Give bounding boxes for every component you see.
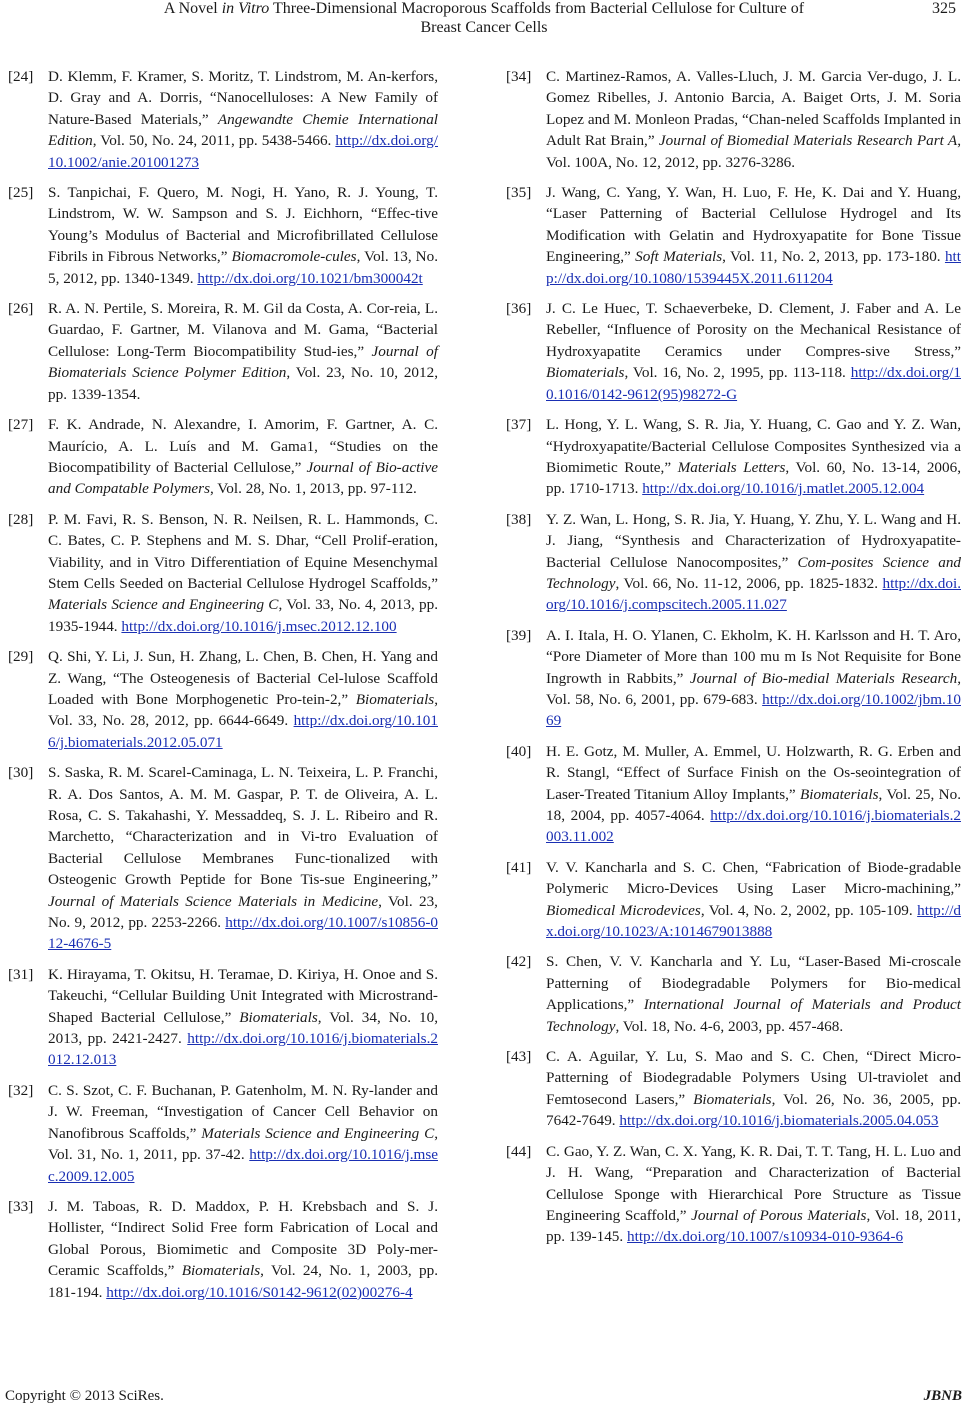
reference-journal: Angewandte Chemie International Edition (48, 110, 439, 150)
copyright-notice: Copyright © 2013 SciRes. (5, 1388, 164, 1404)
reference-doi-link[interactable]: http://dx.doi.org/10.1023/A:1014679013888 (546, 901, 962, 941)
reference-details: , Vol. 58, No. 6, 2001, pp. 679-683. (546, 669, 962, 708)
reference-details: , Vol. 24, No. 1, 2003, pp. 181-194. (48, 1262, 439, 1301)
reference-journal: Biomaterials (181, 1262, 261, 1280)
reference-authors-title: L. Hong, Y. L. Wang, S. R. Jia, Y. Huang, C. Gao and Y. Z. Wan, “Hydroxyapatite/Bacterial Cellulose Composites Synthesized via a Biomimetic Route,” (546, 416, 961, 476)
reference-entry (8, 66, 438, 173)
reference-number: [36] (506, 300, 532, 318)
reference-number: [44] (506, 1142, 532, 1160)
reference-authors-title: J. Wang, C. Yang, Y. Wan, H. Luo, F. He, K. Dai and Y. Huang, “Laser Patterning of Bacterial Cellulose Hydrogel and Its Modification with Gelatin and Hydroxyapatite for Bone Tissue Engineering,” (546, 184, 961, 266)
reference-details: , Vol. 23, No. 9, 2012, pp. 2253-2266. (48, 892, 438, 932)
reference-doi-link[interactable]: http://dx.doi.org/10.1016/j.msec.2012.12.100 (121, 617, 397, 635)
reference-journal: Materials Science and Engineering C (48, 596, 279, 614)
reference-doi-link[interactable]: http://dx.doi.org/10.1016/j.biomaterials.2012.12.013 (48, 1030, 438, 1069)
reference-number: [34] (506, 68, 532, 85)
reference-journal: International Journal of Materials and Product Technology (546, 996, 962, 1035)
reference-entry (8, 414, 438, 500)
reference-details: , Vol. 18, No. 4-6, 2003, pp. 457-468. (615, 1017, 844, 1035)
reference-entry (506, 66, 961, 173)
reference-entry (8, 964, 438, 1071)
reference-authors-title: D. Klemm, F. Kramer, S. Moritz, T. Lindstrom, M. An-kerfors, D. Gray and A. Dorris, “Nanocelluloses: A New Family of Nature-Based Materials,” (48, 68, 438, 128)
reference-number: [39] (506, 626, 532, 644)
reference-doi-link[interactable]: http://dx.doi.org/10.1016/j.msec.2009.12.005 (48, 1146, 438, 1185)
reference-authors-title: S. Saska, R. M. Scarel-Caminaga, L. N. Teixeira, L. P. Franchi, R. A. Dos Santos, A. M. M. Gaspar, P. T. de Oliveira, A. L. Rosa, C. S. Takahashi, Y. Messaddeq, S. J. L. Ribeiro and R. Marchetto, “Characterization and in Vi-tro Evaluation of Bacterial Cellulose Membranes Func-tionalized with Osteogenic Growth Peptide for Bone Tis-sue Engineering,” (48, 764, 438, 889)
reference-doi-link[interactable]: http://dx.doi.org/10.1016/0142-9612(95)98272-G (546, 364, 961, 403)
reference-authors-title: A. I. Itala, H. O. Ylanen, C. Ekholm, K. H. Karlsson and H. T. Aro, “Pore Diameter of More than 100 mu m Is Not Requisite for Bone Ingrowth in Rabbits,” (546, 626, 961, 687)
reference-journal: Biomacromole-cules (231, 248, 357, 266)
reference-entry (506, 414, 961, 500)
reference-doi-link[interactable]: http://dx.doi.org/10.1016/j.biomaterials.2012.05.071 (48, 712, 438, 751)
title-part1: A Novel (163, 0, 222, 17)
reference-authors-title: C. Gao, Y. Z. Wan, C. X. Yang, K. R. Dai, T. T. Tang, H. L. Luo and J. H. Wang, “Preparation and Characterization of Bacterial Cellulose Sponge with Hierarchical Pore Structure as Tissue Engineering Scaffold,” (546, 1142, 961, 1224)
reference-authors-title: C. Martinez-Ramos, A. Valles-Lluch, J. M. Garcia Ver-dugo, J. L. Gomez Ribelles, J. Antonio Barcia, A. Baiget Orts, J. M. Soria Lopez and M. Monleon Pradas, “Chan-neled Scaffolds Implanted in Adult Rat Brain,” (546, 68, 961, 150)
reference-details: , Vol. 33, No. 4, 2013, pp. 1935-1944. (48, 596, 438, 635)
reference-doi-link[interactable]: http://dx.doi.org/10.1002/anie.201001273 (48, 132, 438, 171)
reference-entry (506, 625, 961, 732)
reference-details: , Vol. 50, No. 24, 2011, pp. 5438-5466. (92, 132, 336, 150)
journal-abbreviation: JBNB (923, 1388, 962, 1404)
reference-details: , Vol. 60, No. 13-14, 2006, pp. 1710-1713. (546, 458, 961, 498)
reference-entry (8, 298, 438, 405)
reference-authors-title: R. A. N. Pertile, S. Moreira, R. M. Gil da Costa, A. Cor-reia, L. Guardao, F. Gartner, M. Vilanova and M. Gama, “Bacterial Cellulose: Long-Term Biocompatibility Stud-ies,” (48, 300, 438, 360)
reference-doi-link[interactable]: http://dx.doi.org/10.1016/j.matlet.2005.12.004 (642, 480, 925, 498)
reference-authors-title: K. Hirayama, T. Okitsu, H. Teramae, D. Kiriya, H. Onoe and S. Takeuchi, “Cellular Building Unit Integrated with Microstrand-Shaped Bacterial Cellulose,” (48, 965, 438, 1026)
reference-number: [43] (506, 1048, 532, 1066)
reference-doi-link[interactable]: http://dx.doi.org/10.1016/j.biomaterials.2003.11.002 (546, 807, 961, 846)
reference-journal: Journal of Materials Science Materials in Medicine (48, 892, 379, 910)
reference-number: [25] (8, 184, 34, 202)
reference-journal: Journal of Biomaterials Science Polymer Edition (48, 342, 438, 382)
reference-entry (506, 1141, 961, 1248)
references-right-column (506, 66, 961, 1257)
reference-entry (8, 182, 438, 289)
reference-journal: Biomedical Microdevices (546, 901, 701, 919)
reference-authors-title: S. Chen, V. V. Kancharla and Y. Lu, “Laser-Based Mi-croscale Patterning of Biodegradable Polymers for Bio-medical Applications,” (546, 953, 961, 1014)
reference-journal: Journal of Bio-active and Compatable Polymers (48, 458, 438, 498)
running-title (60, 0, 908, 37)
reference-authors-title: P. M. Favi, R. S. Benson, N. R. Neilsen, R. L. Hammonds, C. C. Bates, C. P. Stephens and M. S. Dhar, “Cell Prolif-eration, Viability, and in Vitro Differentiation of Equine Mesenchymal Stem Cells Seeded on Bacterial Cellulose Hydrogel Scaffolds,” (48, 510, 438, 592)
reference-details: , Vol. 25, No. 18, 2004, pp. 4057-4064. (546, 785, 961, 824)
running-header (0, 0, 968, 44)
reference-details: , Vol. 11, No. 2, 2013, pp. 173-180. (722, 248, 945, 266)
reference-journal: Materials Letters (677, 458, 786, 476)
reference-doi-link[interactable]: http://dx.doi.org/10.1080/1539445X.2011.611204 (546, 248, 961, 287)
reference-authors-title: Y. Z. Wan, L. Hong, S. R. Jia, Y. Huang, Y. Zhu, Y. L. Wang and H. J. Jiang, “Synthesis and Characterization of Hydroxyapatite-Bacterial Cellulose Nanocomposites,” (546, 510, 961, 571)
reference-doi-link[interactable]: http://dx.doi.org/10.1016/j.biomaterials.2005.04.053 (619, 1112, 939, 1130)
reference-journal: Journal of Porous Materials (691, 1206, 867, 1224)
reference-authors-title: C. A. Aguilar, Y. Lu, S. Mao and S. C. Chen, “Direct Micro-Patterning of Biodegradable Polymers Using Ul-traviolet and Femtosecond Lasers,” (546, 1048, 961, 1108)
title-part2: Three-Dimensional Macroporous Scaffolds from Bacterial Cellulose for Culture of (269, 0, 805, 17)
reference-authors-title: J. C. Le Huec, T. Schaeverbeke, D. Clement, J. Faber and A. Le Rebeller, “Influence of Porosity on the Mechanical Resistance of Hydroxyapatite Ceramics under Compres-sive Stress,” (546, 300, 961, 360)
reference-authors-title: H. E. Gotz, M. Muller, A. Emmel, U. Holzwarth, R. G. Erben and R. Stangl, “Effect of Surface Finish on the Os-seointegration of Laser-Treated Titanium Alloy Implants,” (546, 742, 961, 803)
reference-journal: Biomaterials (800, 785, 879, 803)
reference-details: , Vol. 4, No. 2, 2002, pp. 105-109. (700, 901, 918, 919)
reference-details: , Vol. 34, No. 10, 2013, pp. 2421-2427. (48, 1008, 438, 1048)
reference-details: , Vol. 18, 2011, pp. 139-145. (546, 1206, 961, 1246)
reference-number: [41] (506, 858, 532, 876)
reference-details: , Vol. 26, No. 36, 2005, pp. 7642-7649. (546, 1090, 962, 1130)
reference-doi-link[interactable]: http://dx.doi.org/10.1021/bm300042t (197, 269, 423, 287)
reference-number: [30] (8, 764, 34, 782)
reference-journal: Com-posites Science and Technology (546, 553, 962, 592)
reference-entry (8, 1080, 438, 1187)
reference-authors-title: S. Tanpichai, F. Quero, M. Nogi, H. Yano, R. J. Young, T. Lindstrom, W. W. Sampson and S. J. Eichhorn, “Effec-tive Young’s Modulus of Bacterial and Microfibrillated Cellulose Fibrils in Fibrous Networks,” (48, 184, 438, 266)
reference-entry (506, 741, 961, 848)
reference-number: [35] (506, 184, 532, 202)
reference-number: [33] (8, 1197, 34, 1215)
reference-journal: Biomaterials (355, 690, 435, 708)
page-number: 325 (932, 0, 956, 17)
reference-journal: Biomaterials (546, 364, 625, 382)
reference-journal: Journal of Bio-medial Materials Research (689, 669, 958, 687)
reference-doi-link[interactable]: http://dx.doi.org/10.1007/s10934-010-9364-6 (627, 1228, 904, 1246)
reference-entry (506, 509, 961, 616)
reference-number: [40] (506, 742, 532, 760)
reference-number: [27] (8, 416, 34, 434)
reference-journal: Biomaterials (239, 1008, 318, 1026)
reference-journal: Biomaterials (693, 1090, 772, 1108)
reference-entry (506, 182, 961, 289)
reference-number: [37] (506, 416, 532, 434)
reference-number: [42] (506, 953, 532, 971)
reference-details: , Vol. 31, No. 1, 2011, pp. 37-42. (48, 1124, 439, 1164)
reference-details: , Vol. 13, No. 5, 2012, pp. 1340-1349. (48, 248, 438, 287)
reference-details: , Vol. 23, No. 10, 2012, pp. 1339-1354. (48, 364, 438, 403)
reference-entry (506, 1046, 961, 1132)
reference-authors-title: V. V. Kancharla and S. C. Chen, “Fabrication of Biode-gradable Polymeric Micro-Devices Using Laser Micro-machining,” (546, 858, 961, 898)
reference-doi-link[interactable]: http://dx.doi.org/10.1002/jbm.1069 (546, 690, 961, 730)
reference-number: [24] (8, 68, 34, 85)
reference-number: [29] (8, 648, 34, 666)
reference-authors-title: Q. Shi, Y. Li, J. Sun, H. Zhang, L. Chen, B. Chen, H. Yang and Z. Wang, “The Osteogenesis of Bacterial Cel-lulose Scaffold Loaded with Bone Morphogenetic Pro-tein-2,” (48, 648, 438, 708)
reference-details: , Vol. 66, No. 11-12, 2006, pp. 1825-1832. (615, 574, 883, 592)
reference-journal: Materials Science and Engineering C (201, 1124, 435, 1142)
reference-journal: Soft Materials (635, 248, 723, 266)
reference-details: , Vol. 16, No. 2, 1995, pp. 113-118. (624, 364, 851, 382)
reference-entry (8, 509, 438, 637)
reference-authors-title: C. S. Szot, C. F. Buchanan, P. Gatenholm, M. N. Ry-lander and J. W. Freeman, “Investigation of Cancer Cell Behavior on Nanofibrous Scaffolds,” (48, 1081, 438, 1142)
reference-journal: Journal of Biomedial Materials Research Part A (658, 132, 958, 150)
reference-details: , Vol. 100A, No. 12, 2012, pp. 3276-3286. (546, 132, 962, 171)
reference-number: [38] (506, 510, 532, 528)
reference-entry (506, 298, 961, 405)
references-left-column (8, 66, 438, 1312)
title-italic: in Vitro (221, 0, 270, 17)
page-footer (0, 1382, 968, 1414)
reference-doi-link[interactable]: http://dx.doi.org/10.1016/j.compscitech.2005.11.027 (546, 574, 961, 614)
reference-authors-title: J. M. Taboas, R. D. Maddox, P. H. Krebsbach and S. J. Hollister, “Indirect Solid Free form Fabrication of Local and Global Porous, Biomimetic and Composite 3D Poly-mer-Ceramic Scaffolds,” (48, 1197, 438, 1280)
reference-details: , Vol. 33, No. 28, 2012, pp. 6644-6649. (48, 690, 438, 730)
reference-entry (8, 762, 438, 955)
reference-number: [28] (8, 510, 34, 528)
reference-number: [26] (8, 300, 34, 318)
reference-entry (506, 951, 961, 1037)
reference-doi-link[interactable]: http://dx.doi.org/10.1016/S0142-9612(02)00276-4 (106, 1283, 413, 1301)
reference-details: , Vol. 28, No. 1, 2013, pp. 97-112. (209, 480, 417, 498)
title-line2: Breast Cancer Cells (420, 19, 548, 36)
reference-entry (8, 1196, 438, 1303)
reference-authors-title: F. K. Andrade, N. Alexandre, I. Amorim, F. Gartner, A. C. Maurício, A. L. Luís and M. Gama1, “Studies on the Biocompatibility of Bacterial Cellulose,” (48, 416, 438, 476)
reference-number: [32] (8, 1081, 34, 1099)
reference-entry (506, 857, 961, 943)
reference-entry (8, 646, 438, 753)
reference-number: [31] (8, 965, 34, 983)
reference-doi-link[interactable]: http://dx.doi.org/10.1007/s10856-012-4676-5 (48, 914, 438, 953)
